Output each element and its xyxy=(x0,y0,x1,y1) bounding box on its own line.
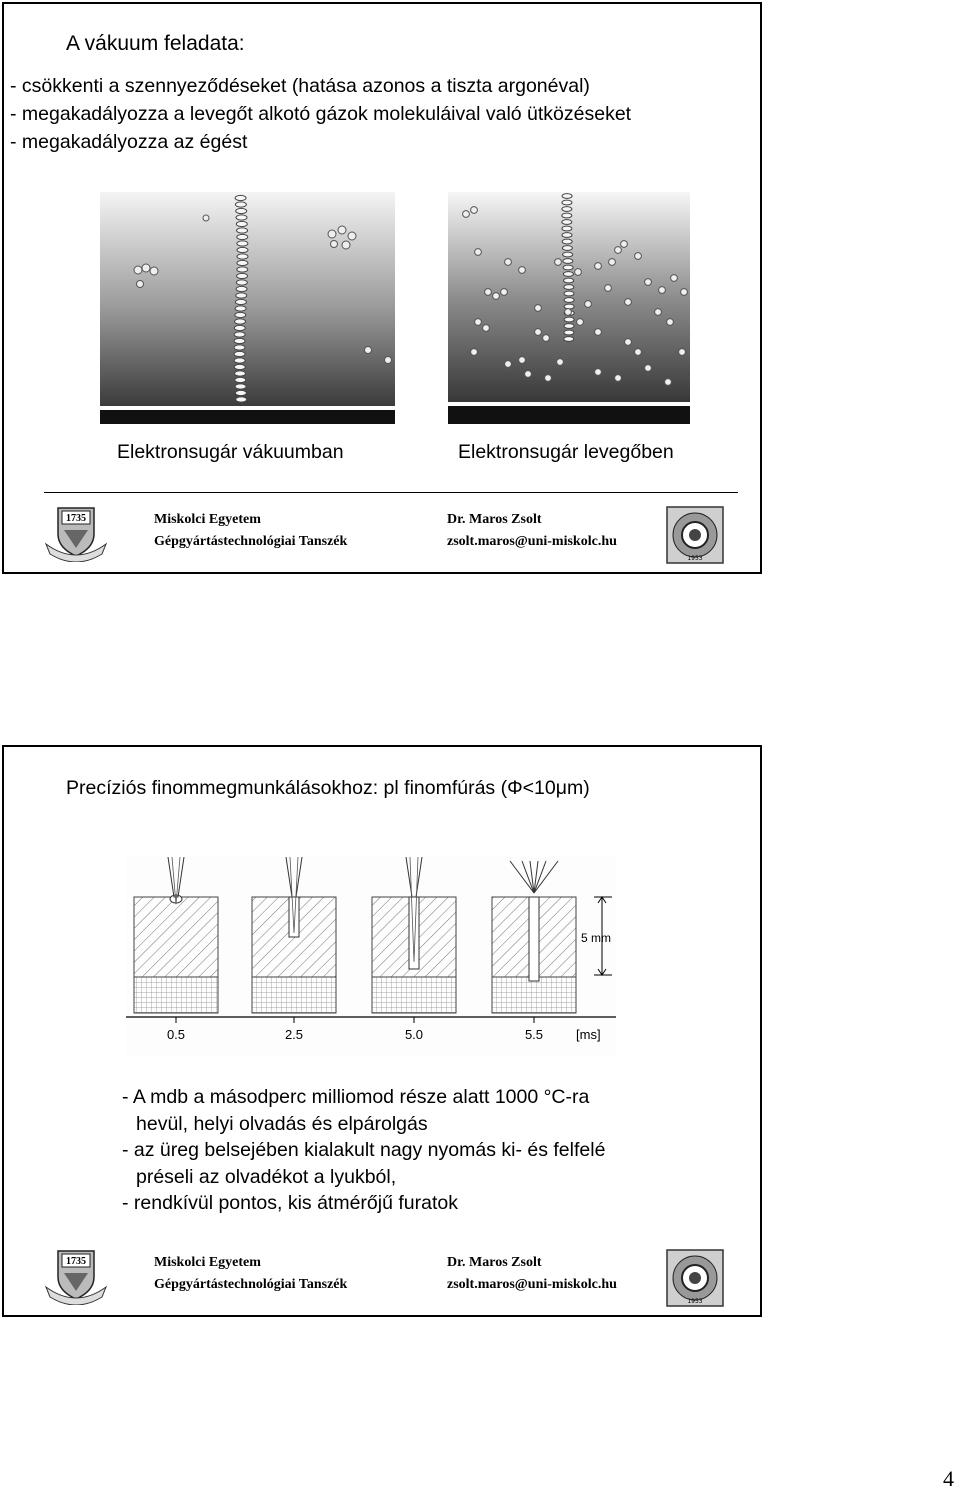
beam-droplet xyxy=(562,226,572,231)
beam-droplet xyxy=(237,254,248,259)
workpiece-substrate xyxy=(252,977,336,1013)
air-particle xyxy=(595,329,602,336)
beam-droplet xyxy=(562,200,572,205)
beam-droplet xyxy=(236,208,247,213)
air-particle xyxy=(525,371,532,378)
description-list xyxy=(122,1084,605,1217)
beam-droplet xyxy=(236,293,247,298)
air-particle xyxy=(585,301,592,308)
beam-droplet xyxy=(236,397,247,402)
air-particle xyxy=(667,319,674,326)
workpiece-substrate xyxy=(372,977,456,1013)
beam-droplet xyxy=(235,202,246,207)
time-unit-label: [ms] xyxy=(576,1027,601,1042)
air-particle xyxy=(605,285,612,292)
air-particle xyxy=(625,299,632,306)
slide-drilling xyxy=(2,745,762,1317)
page-number: 4 xyxy=(943,1466,954,1491)
beam-droplet xyxy=(234,332,245,337)
beam-droplet xyxy=(234,358,245,363)
air-particle xyxy=(665,379,672,386)
beam-droplet xyxy=(564,291,574,296)
air-particle xyxy=(505,259,512,266)
beam-droplet xyxy=(237,228,248,233)
beam-droplet xyxy=(236,286,247,291)
footer-department: Gépgyártástechnológiai Tanszék xyxy=(154,534,348,549)
air-particle xyxy=(519,267,526,274)
workpiece-substrate xyxy=(134,977,218,1013)
beam-droplet xyxy=(236,280,247,285)
beam-droplet xyxy=(235,377,246,382)
drilling-sequence-diagram xyxy=(126,857,616,1057)
beam-droplet xyxy=(563,252,573,257)
footer-email[interactable]: zsolt.maros@uni-miskolc.hu xyxy=(447,534,617,549)
beam-droplet xyxy=(564,285,574,290)
beam-droplet xyxy=(237,273,248,278)
university-crest-logo xyxy=(44,1247,108,1305)
air-particle xyxy=(577,319,584,326)
air-particle xyxy=(565,309,572,316)
air-particle xyxy=(575,269,582,276)
beam-droplet xyxy=(562,239,572,244)
air-particle xyxy=(501,289,508,296)
footer-author: Dr. Maros Zsolt xyxy=(447,1255,542,1270)
description-line: hevül, helyi olvadás és elpárolgás xyxy=(136,1112,428,1135)
beam-droplet xyxy=(237,241,248,246)
beam-droplet xyxy=(564,330,574,335)
air-particle xyxy=(555,259,562,266)
beam-droplet xyxy=(563,265,573,270)
time-label: 5.5 xyxy=(524,1027,544,1042)
air-particle xyxy=(463,211,470,218)
air-particle xyxy=(621,241,628,248)
slide-title: A vákuum feladata: xyxy=(66,32,245,55)
beam-droplet xyxy=(237,260,248,265)
air-particle xyxy=(615,375,622,382)
air-particle xyxy=(535,329,542,336)
slide-vacuum xyxy=(2,2,762,574)
beam-droplet xyxy=(564,337,574,342)
electron-beam-vacuum-photo xyxy=(100,192,395,424)
workpiece-hatched xyxy=(134,897,218,977)
air-particle xyxy=(557,359,564,366)
beam-droplet xyxy=(235,195,246,200)
beam-droplet xyxy=(562,220,572,225)
bullet-list xyxy=(10,72,631,156)
beam-droplet xyxy=(235,384,246,389)
air-particle xyxy=(595,263,602,270)
beam-droplet xyxy=(234,345,245,350)
air-particle xyxy=(471,207,478,214)
beam-droplet xyxy=(234,338,245,343)
footer-university: Miskolci Egyetem xyxy=(154,512,261,527)
description-line: préseli az olvadékot a lyukból, xyxy=(136,1165,397,1188)
university-crest-logo xyxy=(44,504,108,562)
air-particle xyxy=(475,319,482,326)
beam-droplet xyxy=(562,194,572,199)
footer-author: Dr. Maros Zsolt xyxy=(447,512,542,527)
caption-vacuum: Elektronsugár vákuumban xyxy=(117,441,344,463)
beam-droplet xyxy=(563,272,573,277)
footer-email[interactable]: zsolt.maros@uni-miskolc.hu xyxy=(447,1277,617,1292)
description-line: - rendkívül pontos, kis átmérőjű furatok xyxy=(122,1192,458,1214)
beam-droplet xyxy=(564,304,574,309)
air-particle xyxy=(545,375,552,382)
slide-footer xyxy=(4,1235,760,1315)
footer-department: Gépgyártástechnológiai Tanszék xyxy=(154,1277,348,1292)
beam-droplet xyxy=(236,215,247,220)
air-particle xyxy=(519,357,526,364)
air-particle xyxy=(671,275,678,282)
air-particle xyxy=(505,361,512,368)
beam-droplet xyxy=(234,364,245,369)
beam-droplet xyxy=(237,234,248,239)
crest-year: 1735 xyxy=(66,513,86,524)
description-line: - A mdb a másodperc milliomod része alatt 1000 °C-ra xyxy=(122,1086,590,1108)
air-particle xyxy=(609,259,616,266)
air-particle xyxy=(471,349,478,356)
air-particle xyxy=(645,279,652,286)
beam-droplet xyxy=(234,325,245,330)
beam-droplet xyxy=(562,213,572,218)
department-gear-logo xyxy=(666,1249,724,1307)
air-particle xyxy=(475,249,482,256)
beam-droplet xyxy=(234,351,245,356)
description-line: - az üreg belsejében kialakult nagy nyomás ki- és felfelé xyxy=(122,1139,606,1161)
air-particle xyxy=(543,335,550,342)
beam-droplet xyxy=(564,278,574,283)
air-particle xyxy=(679,349,686,356)
beam-droplet xyxy=(562,207,572,212)
footer-divider xyxy=(44,492,738,493)
beam-droplet xyxy=(235,390,246,395)
slide-footer xyxy=(4,492,760,572)
air-particle xyxy=(625,339,632,346)
beam-droplet xyxy=(564,298,574,303)
badge-year: 1953 xyxy=(687,555,703,562)
air-particle xyxy=(615,247,622,254)
depth-label: 5 mm xyxy=(581,931,611,945)
time-label: 2.5 xyxy=(284,1027,304,1042)
beam-droplet xyxy=(235,312,246,317)
air-particle xyxy=(681,289,688,296)
bullet-item: - megakadályozza az égést xyxy=(10,131,248,153)
air-particle xyxy=(659,287,666,294)
air-particle xyxy=(645,365,652,372)
beam-droplet xyxy=(235,371,246,376)
department-gear-logo xyxy=(666,506,724,564)
beam-droplet xyxy=(564,324,574,329)
beam-droplet xyxy=(562,246,572,251)
air-particle xyxy=(535,305,542,312)
beam-droplet xyxy=(237,247,248,252)
time-label: 0.5 xyxy=(166,1027,186,1042)
badge-year: 1953 xyxy=(687,1298,703,1305)
bullet-item: - csökkenti a szennyeződéseket (hatása azonos a tiszta argonéval) xyxy=(10,75,590,97)
bore-hole xyxy=(529,897,539,981)
beam-droplet xyxy=(562,233,572,238)
beam-droplet xyxy=(236,221,247,226)
beam-droplet xyxy=(564,317,574,322)
footer-university: Miskolci Egyetem xyxy=(154,1255,261,1270)
beam-droplet xyxy=(563,259,573,264)
air-particle xyxy=(595,369,602,376)
beam-droplet xyxy=(237,267,248,272)
beam-droplet xyxy=(235,306,246,311)
beam-droplet xyxy=(235,299,246,304)
crest-year: 1735 xyxy=(66,1256,86,1267)
air-particle xyxy=(635,253,642,260)
time-label: 5.0 xyxy=(404,1027,424,1042)
air-particle xyxy=(483,325,490,332)
air-particle xyxy=(635,349,642,356)
air-particle xyxy=(493,293,500,300)
bullet-item: - megakadályozza a levegőt alkotó gázok molekuláival való ütközéseket xyxy=(10,103,632,125)
air-particle xyxy=(485,289,492,296)
caption-air: Elektronsugár levegőben xyxy=(458,441,674,463)
slide-title: Precíziós finommegmunkálásokhoz: pl finomfúrás (Φ<10μm) xyxy=(66,777,590,799)
air-particle xyxy=(655,309,662,316)
electron-beam-air-photo xyxy=(448,192,690,424)
workpiece-substrate xyxy=(492,977,576,1013)
beam-droplet xyxy=(235,319,246,324)
